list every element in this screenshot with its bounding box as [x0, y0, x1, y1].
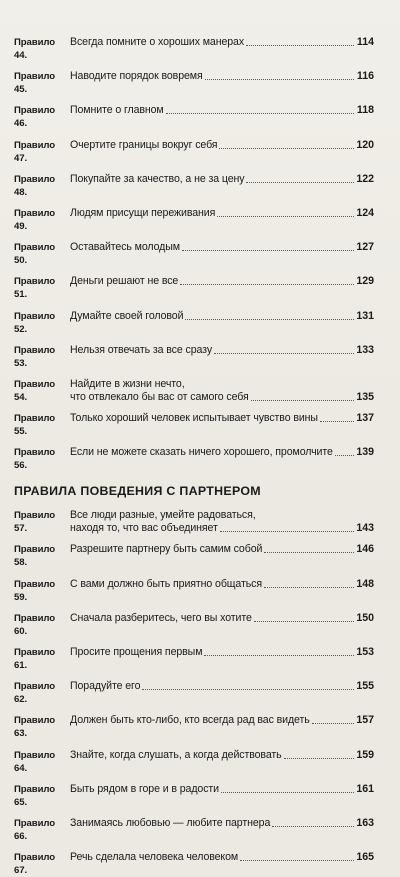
rule-number: Правило 55. — [14, 413, 56, 438]
page-number: 153 — [356, 646, 374, 658]
rule-title: находя то, что вас объединяет — [70, 522, 218, 535]
toc-entry[interactable] — [14, 378, 374, 404]
dot-leader — [335, 454, 354, 456]
page-number: 137 — [356, 412, 374, 425]
toc-entry[interactable] — [14, 207, 374, 233]
dot-leader — [246, 181, 354, 183]
dot-leader — [254, 620, 354, 622]
rule-number: Правило 47. — [14, 139, 56, 164]
rule-title-line — [70, 817, 374, 830]
toc-entry[interactable] — [14, 446, 374, 472]
toc-entry[interactable] — [14, 543, 374, 569]
toc-entry[interactable] — [14, 241, 374, 267]
rule-title-line — [70, 378, 374, 391]
rule-number: Правило 61. — [14, 647, 56, 671]
rule-title: Наводите порядок вовремя — [70, 70, 203, 83]
rule-title: Просите прощения первым — [70, 646, 203, 658]
dot-leader — [312, 722, 354, 724]
rule-title-line — [70, 310, 374, 323]
dot-leader — [142, 688, 354, 690]
rule-title: Сначала разберитесь, чего вы хотите — [70, 611, 252, 624]
rule-title: Разрешите партнеру быть самим собой — [70, 543, 263, 556]
rule-title-line — [70, 680, 374, 693]
rule-title-line — [70, 36, 374, 49]
page-number: 163 — [356, 816, 374, 829]
rule-title-line — [70, 241, 374, 254]
rule-title: Речь сделала человека человеком — [70, 851, 239, 864]
dot-leader — [180, 283, 354, 285]
dot-leader — [220, 530, 354, 532]
page-number: 139 — [356, 446, 374, 459]
rule-number: Правило 51. — [14, 276, 56, 301]
rule-number: Правило 49. — [14, 207, 56, 232]
page-number: 135 — [356, 390, 374, 403]
rule-number: Правило 67. — [14, 852, 56, 877]
rule-body — [70, 36, 374, 49]
dot-leader — [182, 249, 354, 251]
rule-title: Очертите границы вокруг себя — [70, 138, 218, 151]
rule-title-line — [70, 509, 374, 522]
toc-entry[interactable] — [14, 578, 374, 604]
dot-leader — [185, 318, 354, 320]
rule-number: Правило 57. — [14, 510, 56, 535]
toc-entry[interactable] — [14, 851, 374, 877]
dot-leader — [204, 654, 354, 656]
rule-number: Правило 58. — [14, 544, 56, 569]
rule-body — [70, 646, 374, 659]
rule-body — [70, 173, 374, 186]
rule-body — [70, 680, 374, 693]
rule-body — [70, 241, 374, 254]
rule-body — [70, 714, 374, 727]
rule-title: Помните о главном — [70, 104, 164, 117]
rule-title: Оставайтесь молодым — [70, 241, 180, 254]
dot-leader — [219, 147, 354, 149]
rule-body — [70, 509, 374, 535]
section-heading: ПРАВИЛА ПОВЕДЕНИЯ С ПАРТНЕРОМ — [14, 484, 261, 499]
rule-title: Должен быть кто-либо, кто всегда рад вас видеть — [70, 714, 310, 727]
dot-leader — [214, 352, 354, 354]
rule-number: Правило 60. — [14, 612, 56, 637]
toc-entry[interactable] — [14, 310, 374, 336]
page-number: 127 — [356, 241, 374, 254]
rule-body — [70, 412, 374, 425]
rule-number: Правило 53. — [14, 344, 56, 369]
rule-title-line — [70, 173, 374, 186]
rule-number: Правило 62. — [14, 681, 56, 706]
rule-body — [70, 817, 374, 830]
page-number: 120 — [356, 138, 374, 151]
rule-number: Правило 48. — [14, 173, 56, 198]
page-number: 133 — [356, 343, 374, 356]
dot-leader — [246, 44, 354, 46]
rule-body — [70, 446, 374, 459]
page-number: 150 — [356, 611, 374, 624]
page-number: 114 — [356, 36, 374, 48]
rule-number: Правило 46. — [14, 105, 56, 130]
rule-title: Если не можете сказать ничего хорошего, промолчите — [70, 446, 333, 459]
rule-title: Только хороший человек испытывает чувство вины — [70, 412, 318, 425]
rule-body — [70, 783, 374, 796]
rule-title-line — [70, 139, 374, 152]
page-number: 155 — [356, 680, 374, 693]
rule-title: Занимаясь любовью — любите партнера — [70, 816, 271, 829]
toc-entry[interactable] — [14, 680, 374, 706]
page-number: 143 — [356, 522, 374, 535]
rule-title: Найдите в жизни нечто, — [70, 377, 185, 390]
toc-entry[interactable] — [14, 817, 374, 843]
rule-title-line — [70, 543, 374, 556]
rule-title-line — [70, 275, 374, 288]
toc-entry[interactable] — [14, 173, 374, 199]
toc-entry[interactable] — [14, 509, 374, 535]
page-number: 124 — [356, 206, 374, 219]
rule-title-line — [70, 391, 374, 404]
rule-title-line — [70, 412, 374, 425]
page-number: 165 — [356, 851, 374, 864]
page-number: 118 — [356, 104, 374, 117]
page-number: 148 — [356, 577, 374, 590]
toc-entry[interactable] — [14, 749, 374, 775]
rule-body — [70, 749, 374, 762]
toc-entry[interactable] — [14, 783, 374, 809]
rule-title: Думайте своей головой — [70, 309, 184, 322]
rule-title-line — [70, 749, 374, 762]
rule-title-line — [70, 207, 374, 220]
toc-entry[interactable] — [14, 344, 374, 370]
dot-leader — [264, 586, 354, 588]
page-number: 161 — [356, 782, 374, 795]
rule-body — [70, 578, 374, 591]
rule-title-line — [70, 344, 374, 357]
dot-leader — [272, 825, 354, 827]
rule-number: Правило 64. — [14, 749, 56, 774]
rule-title-line — [70, 70, 374, 83]
dot-leader — [264, 551, 354, 553]
dot-leader — [251, 399, 354, 401]
table-of-contents — [14, 36, 374, 877]
rule-title-line — [70, 612, 374, 625]
rule-number: Правило 50. — [14, 242, 56, 267]
rule-title: Быть рядом в горе и в радости — [70, 782, 219, 795]
toc-section — [14, 484, 374, 877]
dot-leader — [221, 791, 354, 793]
dot-leader — [240, 859, 354, 861]
toc-entry[interactable] — [14, 714, 374, 740]
rule-number: Правило 59. — [14, 578, 56, 603]
rule-body — [70, 344, 374, 357]
rule-title-line — [70, 446, 374, 459]
rule-number: Правило 65. — [14, 783, 56, 808]
rule-title: С вами должно быть приятно общаться — [70, 577, 262, 590]
toc-section — [14, 36, 374, 472]
rule-title: Покупайте за качество, а не за цену — [70, 172, 245, 185]
rule-title: Деньги решают не все — [70, 275, 179, 288]
page-number: 146 — [356, 543, 374, 556]
toc-entry[interactable] — [14, 275, 374, 301]
rule-body — [70, 851, 374, 864]
rule-title: что отвлекало бы вас от самого себя — [70, 390, 249, 403]
page-number: 157 — [356, 714, 374, 727]
rule-title-line — [70, 646, 374, 659]
rule-body — [70, 70, 374, 83]
rule-title-line — [70, 851, 374, 864]
toc-entry[interactable] — [14, 612, 374, 638]
dot-leader — [284, 757, 354, 759]
dot-leader — [205, 78, 354, 80]
toc-entry[interactable] — [14, 412, 374, 438]
rule-number: Правило 44. — [14, 37, 56, 61]
dot-leader — [320, 420, 354, 422]
rule-number: Правило 45. — [14, 71, 56, 96]
rule-body — [70, 275, 374, 288]
page-number: 159 — [356, 748, 374, 761]
page-number: 122 — [356, 172, 374, 185]
page-number: 131 — [356, 309, 374, 322]
rule-body — [70, 207, 374, 220]
rule-title: Все люди разные, умейте радоваться, — [70, 509, 256, 522]
rule-title-line — [70, 104, 374, 117]
rule-body — [70, 104, 374, 117]
rule-title: Порадуйте его — [70, 680, 141, 693]
rule-title: Знайте, когда слушать, а когда действовать — [70, 748, 282, 761]
rule-number: Правило 54. — [14, 378, 56, 403]
rule-title-line — [70, 714, 374, 727]
page-number: 116 — [356, 70, 374, 83]
rule-body — [70, 612, 374, 625]
rule-body — [70, 543, 374, 556]
rule-title-line — [70, 783, 374, 796]
toc-entry[interactable] — [14, 70, 374, 96]
rule-number: Правило 63. — [14, 715, 56, 740]
rule-number: Правило 66. — [14, 817, 56, 842]
rule-body — [70, 310, 374, 323]
rule-title: Нельзя отвечать за все сразу — [70, 343, 213, 356]
rule-body — [70, 378, 374, 404]
rule-body — [70, 139, 374, 152]
rule-number: Правило 56. — [14, 447, 56, 472]
rule-title: Людям присущи переживания — [70, 206, 216, 219]
rule-number: Правило 52. — [14, 310, 56, 335]
toc-entry[interactable] — [14, 36, 374, 62]
rule-title-line — [70, 578, 374, 591]
rule-title-line — [70, 522, 374, 535]
dot-leader — [217, 215, 354, 217]
toc-entry[interactable] — [14, 646, 374, 672]
dot-leader — [166, 112, 354, 114]
page-number: 129 — [356, 275, 374, 288]
rule-title: Всегда помните о хороших манерах — [70, 36, 245, 48]
toc-entry[interactable] — [14, 104, 374, 130]
toc-entry[interactable] — [14, 139, 374, 165]
